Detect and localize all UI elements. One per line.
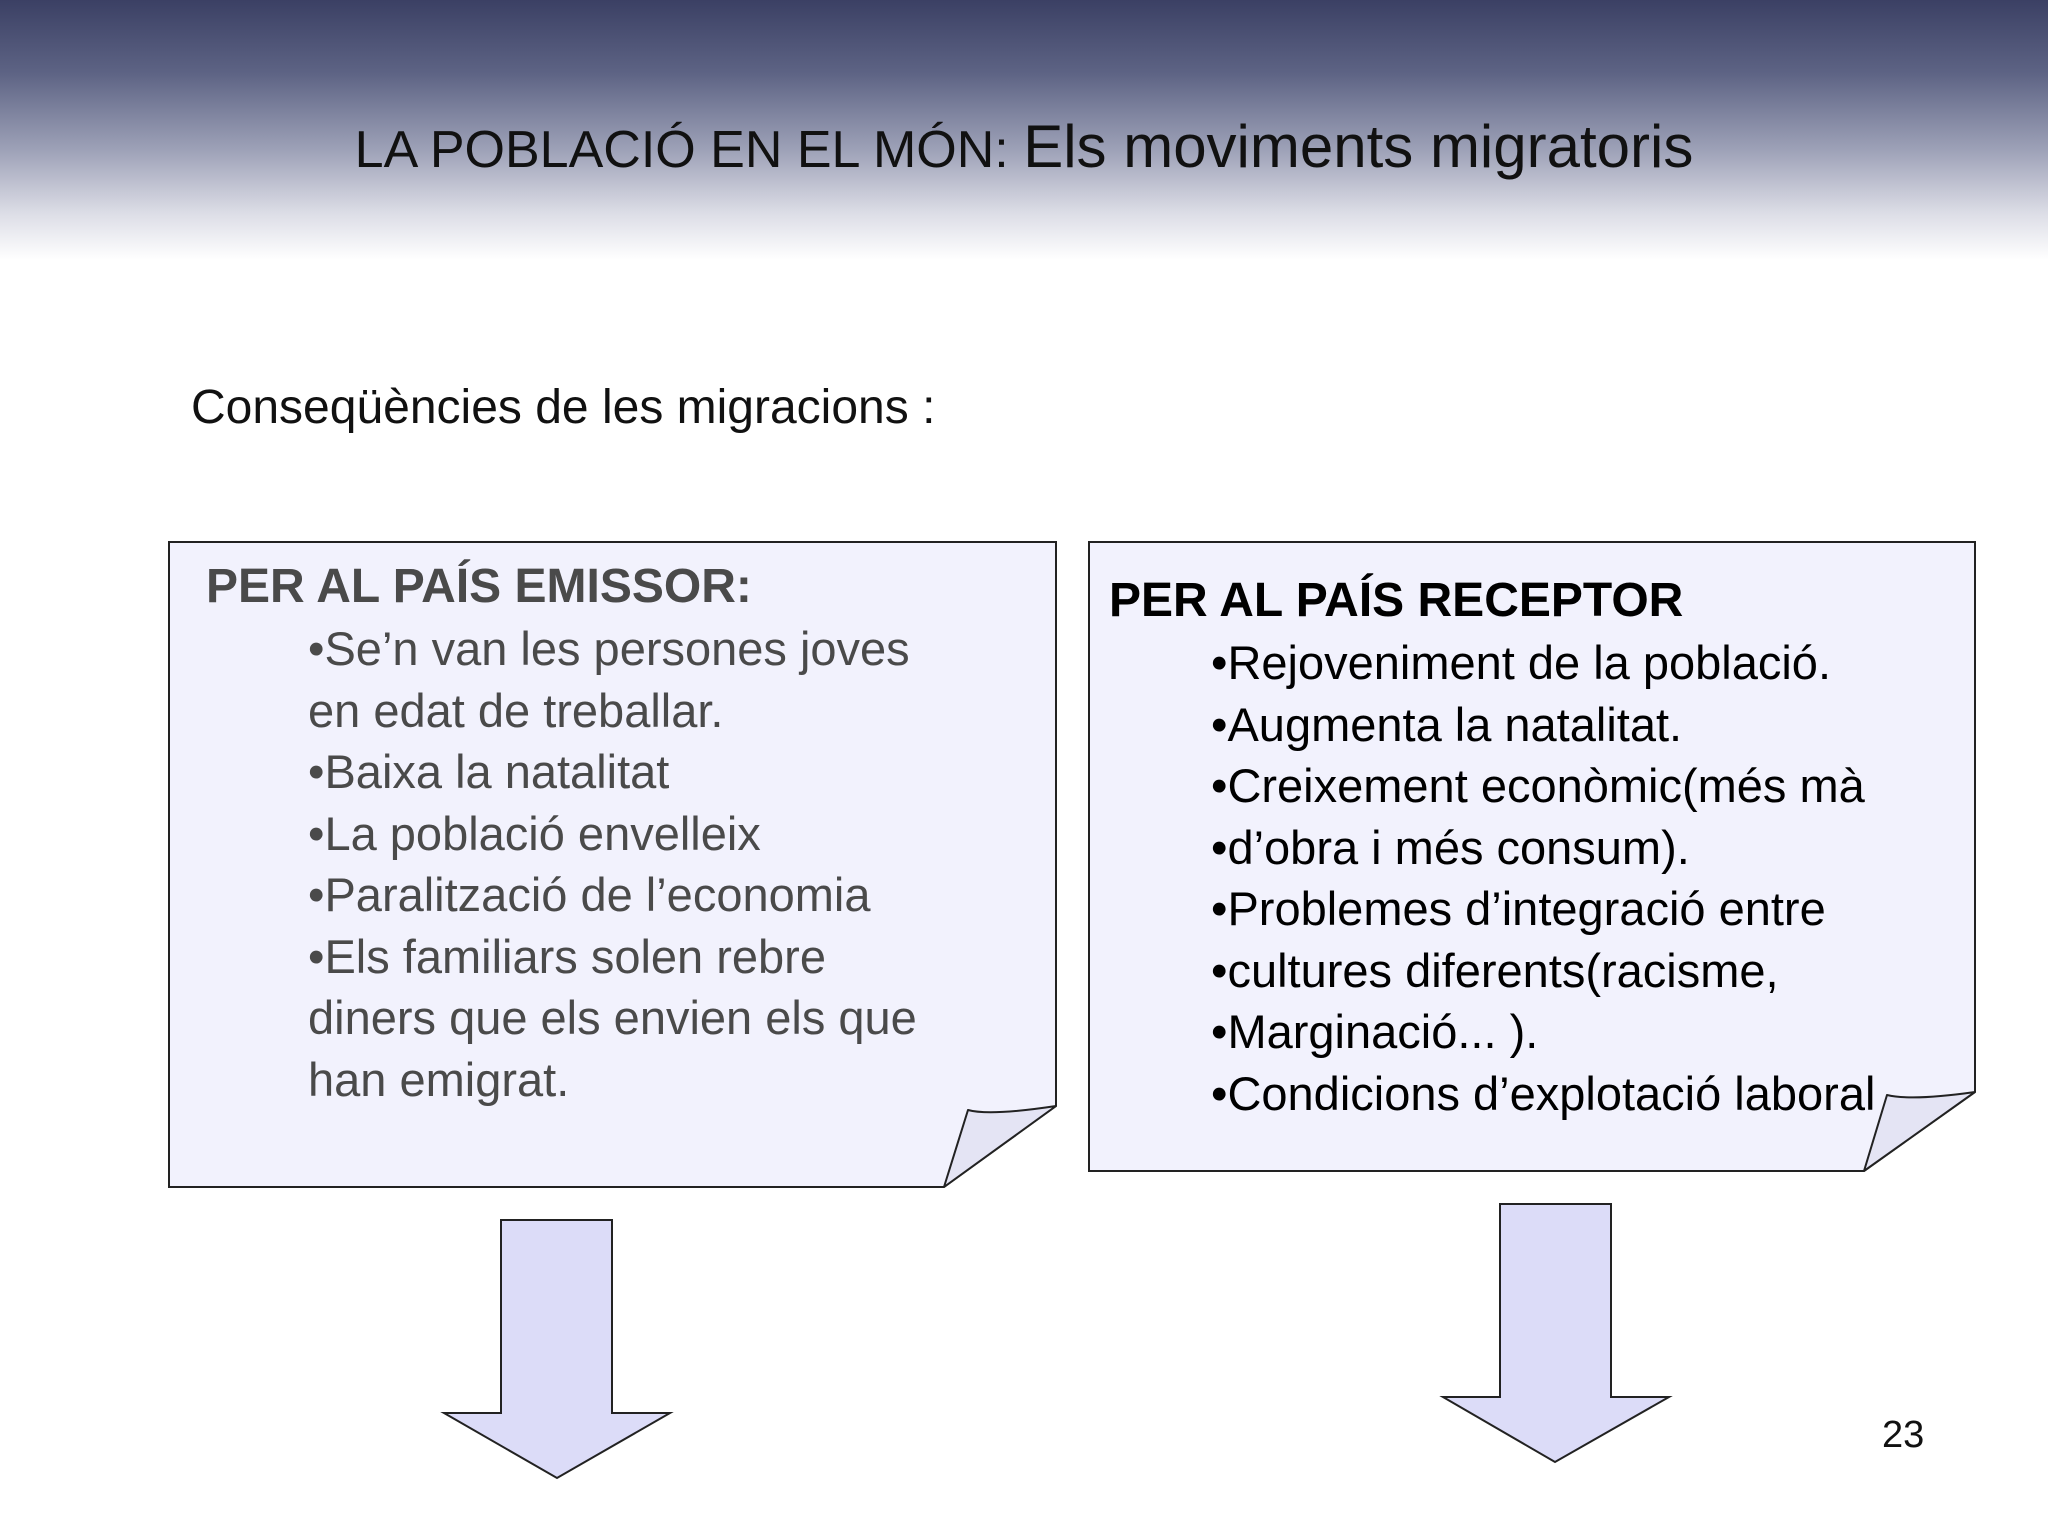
emitter-down-arrow (444, 1220, 670, 1478)
list-item: •Paralització de l’economia (308, 868, 871, 921)
list-item: •Creixement econòmic(més mà (1211, 759, 1865, 812)
list-item: en edat de treballar. (308, 683, 724, 737)
receiver-heading: PER AL PAÍS RECEPTOR (1109, 574, 1684, 627)
list-item: •Baixa la natalitat (308, 745, 670, 798)
list-item: •Augmenta la natalitat. (1211, 697, 1683, 751)
page-number: 23 (1882, 1414, 1925, 1456)
list-item: han emigrat. (308, 1052, 570, 1106)
receiver-box-content (1109, 570, 1875, 1124)
list-item: •d’obra i més consum). (1211, 820, 1690, 874)
title-prefix: LA POBLACIÓ EN EL MÓN: (354, 121, 1024, 179)
emitter-box-content (206, 556, 917, 1110)
emitter-list (308, 618, 917, 1110)
list-item: •Condicions d’explotació laboral (1211, 1066, 1876, 1120)
list-item: •Problemes d’integració entre (1211, 882, 1826, 935)
title-main: Els moviments migratoris (1023, 113, 1694, 180)
subtitle: Conseqüències de les migracions : (191, 381, 936, 434)
list-item: •Rejoveniment de la població. (1211, 636, 1831, 689)
list-item: •Els familiars solen rebre (308, 929, 826, 983)
list-item: diners que els envien els que (308, 991, 917, 1044)
receiver-list (1211, 632, 1875, 1124)
receiver-down-arrow (1443, 1204, 1669, 1462)
list-item: •Se’n van les persones joves (308, 622, 910, 675)
list-item: •cultures diferents(racisme, (1211, 943, 1779, 997)
list-item: •La població envelleix (308, 806, 761, 860)
list-item: •Marginació... ). (1211, 1005, 1539, 1058)
emitter-heading: PER AL PAÍS EMISSOR: (206, 560, 752, 613)
